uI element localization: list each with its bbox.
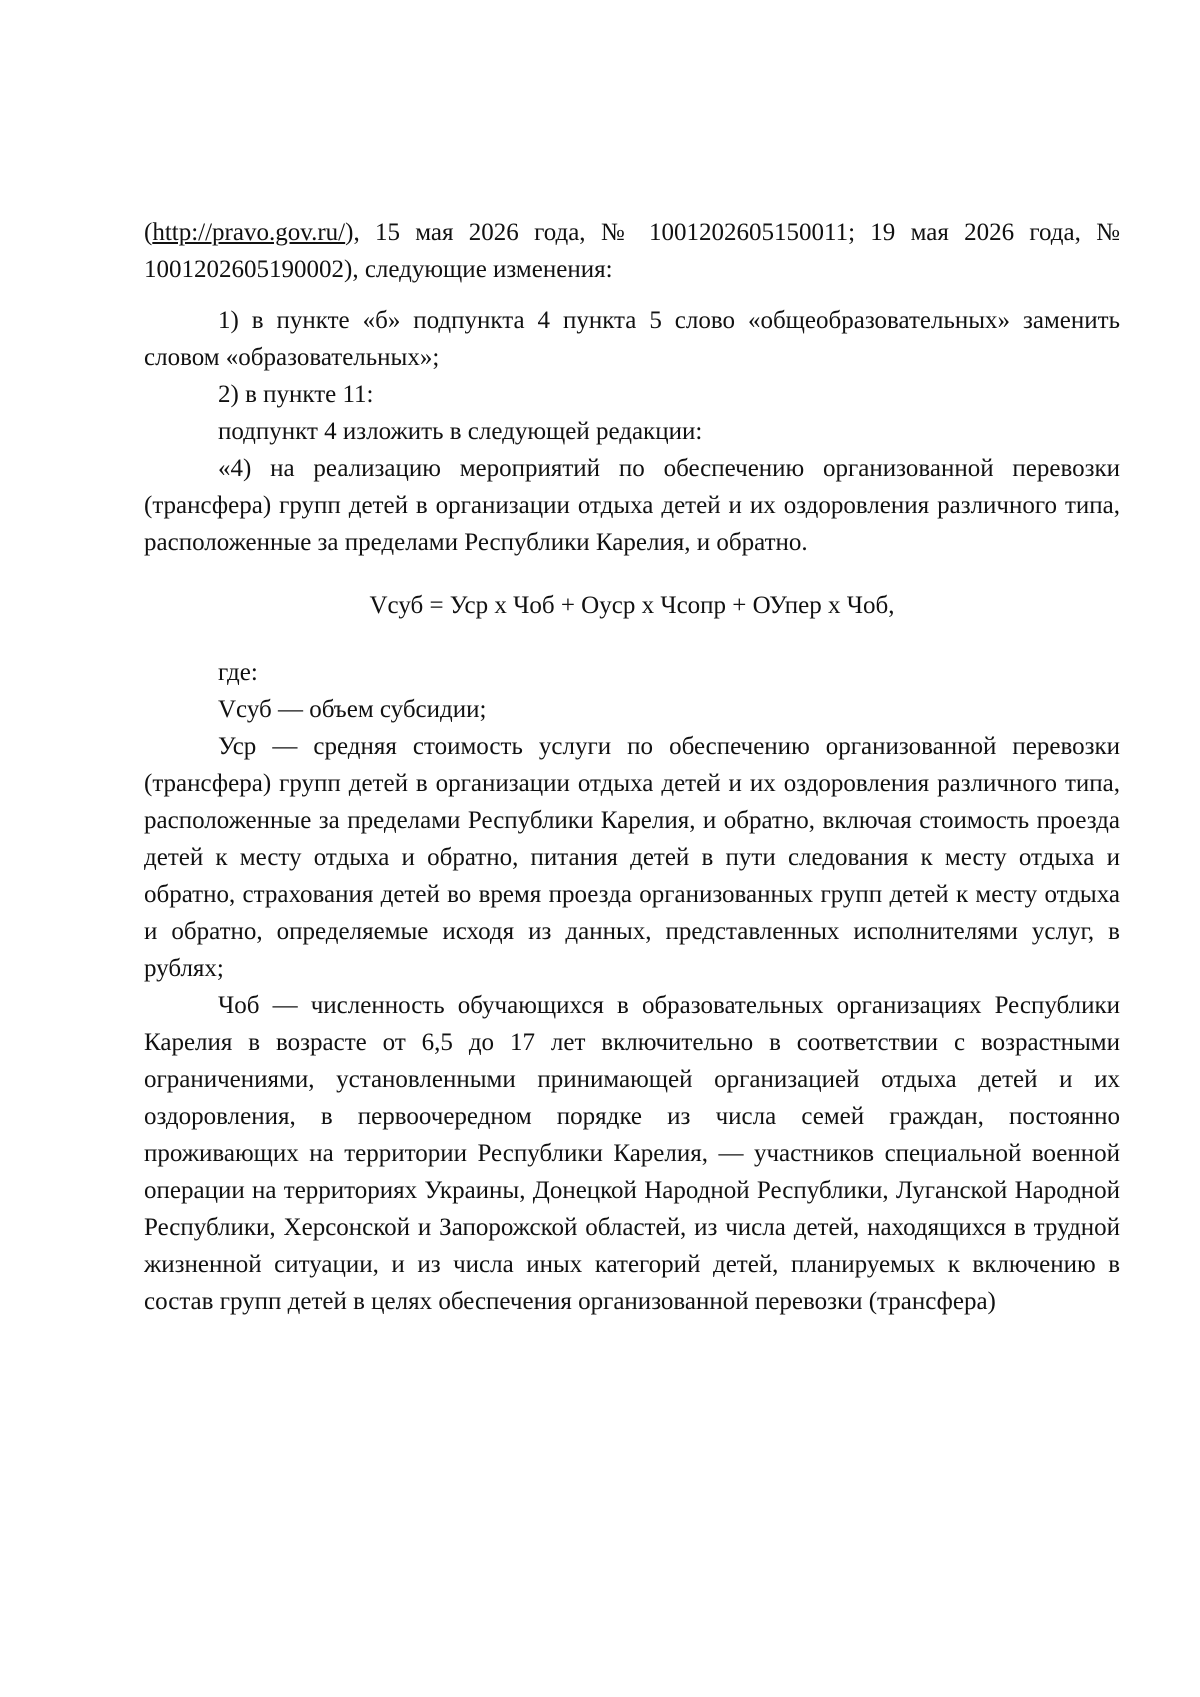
definition-chob: Чоб — численность обучающихся в образовательных организациях Республики Карелия в возрасте от 6,5 до 17 лет включительно в соответствии с возрастными ограничениями, установленными принимающей организацией отдыха детей и их оздоровления, в первоочередном порядке из числа семей граждан, постоянно проживающих на территории Республики Карелия, — участников специальной военной операции на территориях Украины, Донецкой Народной Республики, Луганской Народной Республики, Херсонской и Запорожской областей, из числа детей, находящихся в трудной жизненной ситуации, и из числа иных категорий детей, планируемых к включению в состав групп детей в целях обеспечения организованной перевозки (трансфера): [144, 992, 1120, 1315]
subitem-intro-paragraph: подпункт 4 изложить в следующей редакции:: [218, 418, 703, 445]
item-2-paragraph: 2) в пункте 11:: [218, 381, 374, 408]
item-1-paragraph: 1) в пункте «б» подпункта 4 пункта 5 слово «общеобразовательных» заменить словом «образовательных»;: [144, 307, 1120, 371]
intro-rest-text: ), 15 мая 2026 года, № 1001202605150011; 19 мая 2026 года, № 1001202605190002), следующие изменения:: [144, 219, 1120, 283]
intro-open-paren: (: [144, 219, 153, 246]
where-label: где:: [218, 659, 258, 686]
intro-paragraph: [144, 214, 1120, 288]
definition-vsub: Vсуб — объем субсидии;: [218, 696, 487, 723]
definition-usr: Уср — средняя стоимость услуги по обеспечению организованной перевозки (трансфера) групп детей в организации отдыха детей и их оздоровления различного типа, расположенные за пределами Республики Карелия, и обратно, включая стоимость проезда детей к месту отдыха и обратно, питания детей в пути следования к месту отдыха и обратно, страхования детей во время проезда организованных групп детей к месту отдыха и обратно, определяемые исходя из данных, представленных исполнителями услуг, в рублях;: [144, 733, 1120, 982]
pravo-gov-link[interactable]: http://pravo.gov.ru/: [152, 219, 346, 246]
formula: Vсуб = Уср x Чоб + Оуср x Чсопр + ОУпер x Чоб,: [369, 592, 895, 619]
document-page: [144, 214, 1120, 1320]
quoted-subitem-paragraph: «4) на реализацию мероприятий по обеспечению организованной перевозки (трансфера) групп детей в организации отдыха детей и их оздоровления различного типа, расположенные за пределами Республики Карелия, и обратно.: [144, 455, 1120, 556]
